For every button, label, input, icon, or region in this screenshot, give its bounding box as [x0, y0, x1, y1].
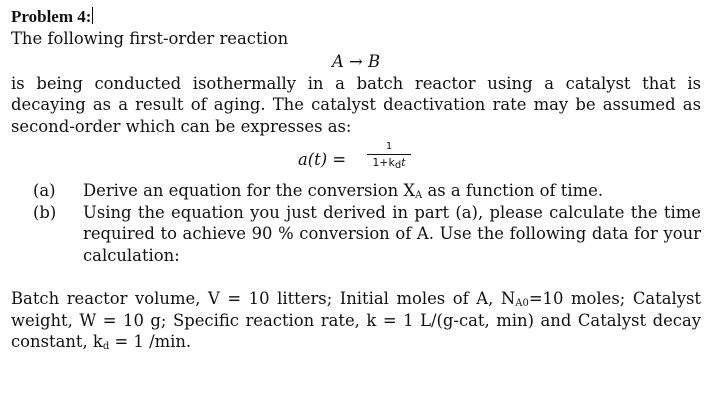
data-sub-2: d — [102, 341, 110, 352]
denominator-prefix: 1+k — [372, 156, 395, 169]
denominator-suffix: t — [401, 156, 406, 169]
fraction-denominator — [367, 156, 411, 170]
description-paragraph: is being conducted isothermally in a batch reactor using a catalyst that is decaying as a result of aging. The catalyst deactivation rate may be assumed as second-order which can be expresses as: — [11, 73, 701, 136]
equation-lhs: a(t) = — [298, 150, 347, 169]
problem-title: Problem 4: — [11, 7, 92, 26]
data-text-2: =10 moles; Catalyst weight, W = 10 g; Specific reaction rate, k = 1 L/(g-cat, min) and Catalyst decay constant, k — [11, 289, 701, 351]
data-text-1: Batch reactor volume, V = 10 litters; Initial moles of A, N — [11, 289, 516, 308]
data-sub-1: A0 — [515, 298, 529, 309]
problem-title-line — [11, 6, 701, 28]
text-cursor[interactable] — [92, 7, 93, 24]
denominator-sub: d — [394, 160, 402, 171]
part-a-text — [83, 180, 701, 202]
data-text-3: = 1 /min. — [109, 332, 192, 351]
part-a-sub: A — [415, 190, 423, 201]
part-a-label: (a) — [33, 181, 56, 200]
intro-text: The following first-order reaction — [11, 28, 289, 48]
deactivation-equation — [11, 141, 701, 179]
document-page — [11, 6, 701, 353]
parts-list — [11, 180, 701, 266]
part-a-text-tail: as a function of time. — [422, 181, 604, 200]
part-a — [11, 180, 701, 202]
data-paragraph — [11, 288, 701, 353]
fraction-bar — [367, 154, 411, 155]
part-b-text: Using the equation you just derived in part (a), please calculate the time required to achieve 90 % conversion of A. Use the following data for your calculation: — [83, 202, 701, 265]
reaction-equation: A → B — [331, 52, 381, 71]
fraction-numerator: 1 — [385, 141, 393, 152]
part-b-label: (b) — [33, 202, 57, 222]
spacer — [11, 266, 701, 288]
part-a-text-main: Derive an equation for the conversion X — [83, 181, 415, 200]
equation-fraction — [367, 141, 411, 170]
part-b — [11, 202, 701, 267]
